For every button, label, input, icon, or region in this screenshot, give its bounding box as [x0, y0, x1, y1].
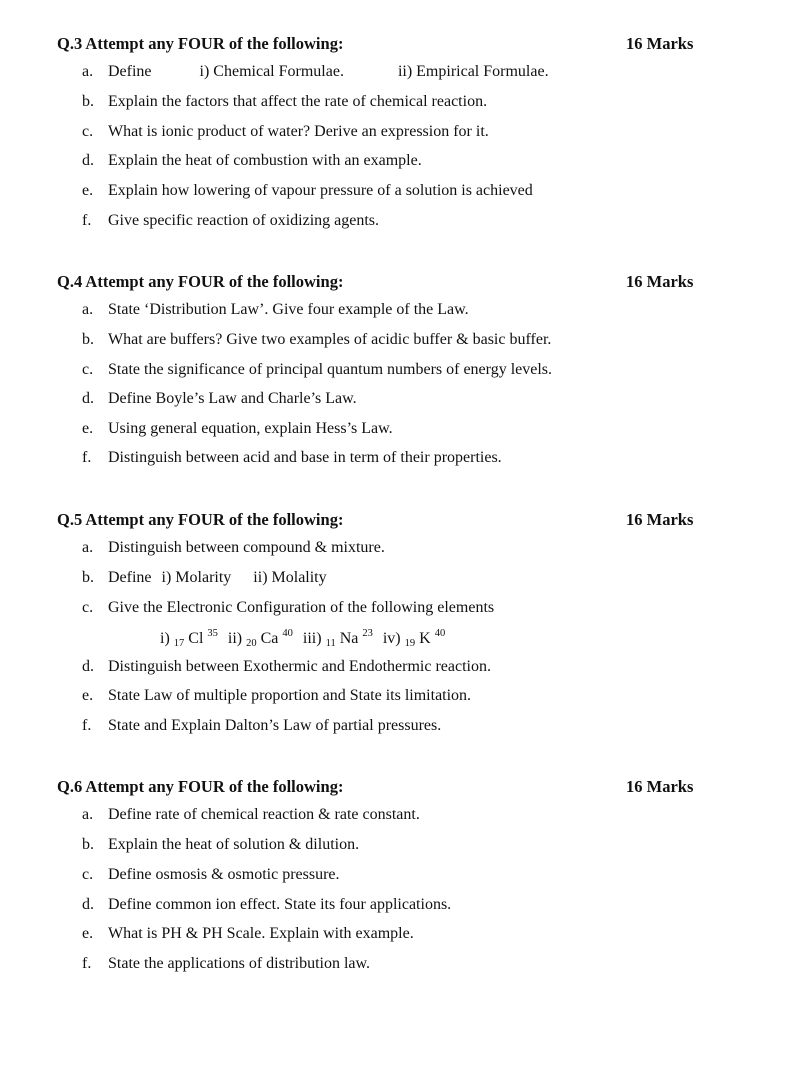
item-text: Give the Electronic Configuration of the following elements [108, 599, 495, 616]
atomic-number: 17 [173, 638, 185, 649]
question-item [0, 420, 793, 442]
item-text: Distinguish between compound & mixture. [108, 539, 385, 556]
question-item [0, 123, 793, 145]
element-notation [228, 628, 293, 649]
item-text: State ‘Distribution Law’. Give four example of the Law. [108, 301, 469, 318]
question-item [0, 390, 793, 412]
item-letter: d. [82, 658, 94, 675]
item-letter: a. [82, 806, 94, 823]
item-letter: d. [82, 896, 94, 913]
question-item [0, 896, 793, 918]
item-text: What are buffers? Give two examples of acidic buffer & basic buffer. [108, 331, 552, 348]
item-text: Explain the factors that affect the rate of chemical reaction. [108, 93, 488, 110]
mass-number: 40 [282, 628, 293, 639]
item-text: Explain the heat of combustion with an example. [108, 152, 422, 169]
question-item [0, 717, 793, 739]
item-define-label: Define [108, 63, 152, 80]
item-text: Give specific reaction of oxidizing agents. [108, 212, 380, 229]
item-letter: e. [82, 687, 94, 704]
item-letter: c. [82, 123, 94, 140]
question-item [0, 569, 793, 591]
item-text: What is ionic product of water? Derive an expression for it. [108, 123, 489, 140]
question-item [0, 449, 793, 471]
element-label: ii) [227, 630, 243, 647]
item-text: State the applications of distribution law. [108, 955, 371, 972]
item-text: Define rate of chemical reaction & rate constant. [108, 806, 420, 823]
question-item [0, 212, 793, 234]
item-text: State and Explain Dalton’s Law of partial pressures. [108, 717, 442, 734]
item-text: Explain how lowering of vapour pressure of a solution is achieved [108, 182, 533, 199]
item-letter: e. [82, 420, 94, 437]
question-heading: Q.4 Attempt any FOUR of the following: [57, 272, 344, 291]
item-letter: f. [82, 717, 92, 734]
item-letter: b. [82, 836, 94, 853]
item-part: i) Chemical Formulae. [199, 63, 344, 80]
item-letter: b. [82, 331, 94, 348]
question-item [0, 866, 793, 888]
item-text: Distinguish between acid and base in term of their properties. [108, 449, 502, 466]
element-symbol: K [419, 630, 431, 647]
item-text: State Law of multiple proportion and State its limitation. [108, 687, 472, 704]
question-item [0, 301, 793, 323]
item-letter: c. [82, 361, 94, 378]
item-text: What is PH & PH Scale. Explain with example. [108, 925, 414, 942]
question-marks: 16 Marks [626, 272, 694, 291]
item-letter: f. [82, 212, 92, 229]
atomic-number: 20 [246, 638, 257, 649]
mass-number: 40 [434, 628, 446, 639]
element-label: iii) [302, 630, 322, 647]
item-part: i) Molarity [161, 569, 232, 586]
question-item [0, 63, 793, 85]
question-item [0, 836, 793, 858]
question-item [0, 331, 793, 353]
element-label: iv) [382, 630, 401, 647]
item-letter: a. [82, 301, 94, 318]
atomic-number: 19 [404, 638, 416, 649]
question-marks: 16 Marks [626, 777, 694, 796]
question-item [0, 182, 793, 204]
question-heading: Q.6 Attempt any FOUR of the following: [57, 777, 344, 796]
item-letter: e. [82, 182, 94, 199]
element-notation [383, 628, 445, 649]
question-item [0, 599, 793, 621]
item-part: ii) Empirical Formulae. [397, 63, 549, 80]
atomic-number: 11 [325, 638, 336, 649]
item-text: Define osmosis & osmotic pressure. [108, 866, 340, 883]
question-marks: 16 Marks [626, 34, 694, 53]
item-letter: b. [82, 93, 94, 110]
item-text: State the significance of principal quantum numbers of energy levels. [108, 361, 553, 378]
question-item [0, 152, 793, 174]
item-text: Explain the heat of solution & dilution. [108, 836, 360, 853]
item-letter: a. [82, 539, 94, 556]
element-symbol: Ca [260, 630, 279, 647]
element-symbol: Cl [188, 630, 204, 647]
element-configuration-list [160, 628, 451, 649]
item-letter: d. [82, 152, 94, 169]
item-text: Using general equation, explain Hess’s Law. [108, 420, 393, 437]
item-letter: f. [82, 449, 92, 466]
element-notation [160, 628, 218, 649]
question-item [0, 687, 793, 709]
mass-number: 35 [207, 628, 218, 639]
item-letter: a. [82, 63, 94, 80]
question-heading: Q.5 Attempt any FOUR of the following: [57, 510, 344, 529]
question-marks: 16 Marks [626, 510, 694, 529]
item-text [108, 63, 549, 81]
item-part: ii) Molality [253, 569, 327, 586]
question-heading: Q.3 Attempt any FOUR of the following: [57, 34, 344, 53]
question-item [0, 955, 793, 977]
question-item [0, 93, 793, 115]
question-item [0, 658, 793, 680]
mass-number: 23 [362, 628, 373, 639]
question-item [0, 539, 793, 561]
item-text [108, 569, 327, 587]
item-letter: b. [82, 569, 94, 586]
item-text: Define Boyle’s Law and Charle’s Law. [108, 390, 357, 407]
question-item [0, 361, 793, 383]
item-letter: d. [82, 390, 94, 407]
element-symbol: Na [339, 630, 359, 647]
element-label: i) [160, 630, 170, 647]
question-item [0, 925, 793, 947]
element-notation [303, 628, 373, 649]
item-text: Distinguish between Exothermic and Endothermic reaction. [108, 658, 491, 675]
item-define-label: Define [108, 569, 152, 586]
item-letter: c. [82, 866, 94, 883]
item-letter: c. [82, 599, 94, 616]
item-letter: f. [82, 955, 92, 972]
item-letter: e. [82, 925, 94, 942]
item-text: Define common ion effect. State its four applications. [108, 896, 452, 913]
question-item [0, 806, 793, 828]
